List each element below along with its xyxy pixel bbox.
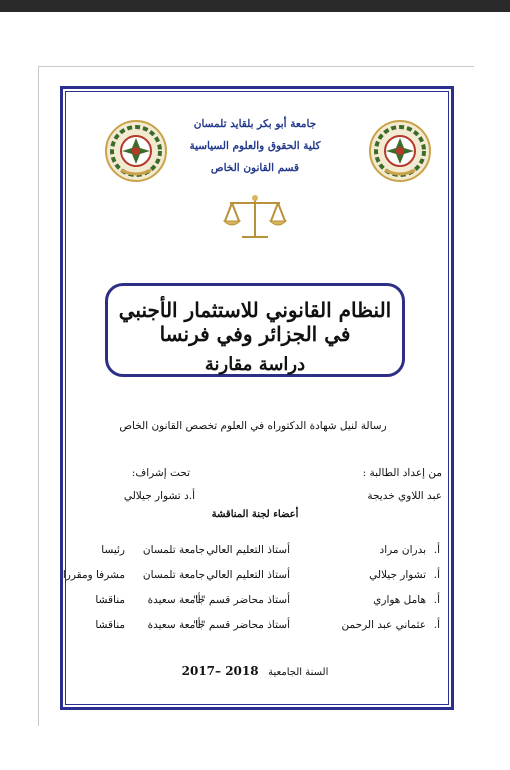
- member-university: جامعة سعيدة: [147, 594, 205, 606]
- member-university: جامعة سعيدة: [147, 619, 205, 631]
- faculty-name: كلية الحقوق والعلوم السياسية: [189, 140, 321, 152]
- member-name: بدران مراد: [379, 544, 426, 556]
- page-edge-left: [38, 66, 39, 726]
- committee-row: [70, 619, 440, 635]
- member-prefix: أ.: [433, 594, 440, 606]
- academic-year-value: 2017– 2018: [181, 664, 259, 678]
- member-name: هامل هواري: [373, 594, 426, 606]
- scales-of-justice-icon: [222, 193, 288, 241]
- university-name: جامعة أبو بكر بلقايد تلمسان: [193, 118, 317, 130]
- thesis-title-box: [105, 283, 405, 377]
- member-rank: أستاذ محاضر قسم "أ": [192, 594, 290, 606]
- academic-year-label: السنة الجامعية: [268, 667, 329, 678]
- member-role: مشرفا ومقررا: [62, 569, 125, 581]
- department-name: قسم القانون الخاص: [210, 162, 300, 174]
- committee-title: أعضاء لجنة المناقشة: [211, 509, 299, 520]
- member-prefix: أ.: [433, 569, 440, 581]
- member-role: مناقشا: [95, 619, 125, 631]
- window-top-bar: [0, 0, 510, 12]
- member-rank: أستاذ التعليم العالي: [206, 569, 290, 581]
- member-university: جامعة تلمسان: [142, 569, 205, 581]
- supervisor-label: تحت إشراف:: [131, 467, 190, 479]
- member-rank: أستاذ التعليم العالي: [206, 544, 290, 556]
- member-name: عثماني عبد الرحمن: [341, 619, 426, 631]
- member-prefix: أ.: [433, 544, 440, 556]
- member-name: تشوار جيلالي: [369, 569, 426, 581]
- member-university: جامعة تلمسان: [142, 544, 205, 556]
- page-edge-top: [38, 66, 474, 67]
- university-emblem-icon: [367, 118, 433, 184]
- preparer-name: عبد اللاوي خديجة: [367, 490, 442, 502]
- member-prefix: أ.: [433, 619, 440, 631]
- member-rank: أستاذ محاضر قسم "أ": [192, 619, 290, 631]
- supervisor-name: أ.د تشوار جيلالي: [123, 490, 195, 502]
- preparer-label: من إعداد الطالبة :: [362, 467, 442, 479]
- degree-statement: رسالة لنيل شهادة الدكتوراه في العلوم تخصص القانون الخاص: [119, 420, 387, 432]
- thesis-subtitle: دراسة مقارنة: [204, 354, 306, 375]
- member-role: مناقشا: [95, 594, 125, 606]
- thesis-title: النظام القانوني للاستثمار الأجنبي في الجزائر وفي فرنسا: [118, 298, 392, 346]
- member-role: رئيسا: [101, 544, 125, 556]
- committee-row: [62, 569, 440, 585]
- committee-row: [70, 544, 440, 560]
- institution-header: [150, 113, 360, 179]
- academic-year: [150, 664, 360, 678]
- committee-row: [70, 594, 440, 610]
